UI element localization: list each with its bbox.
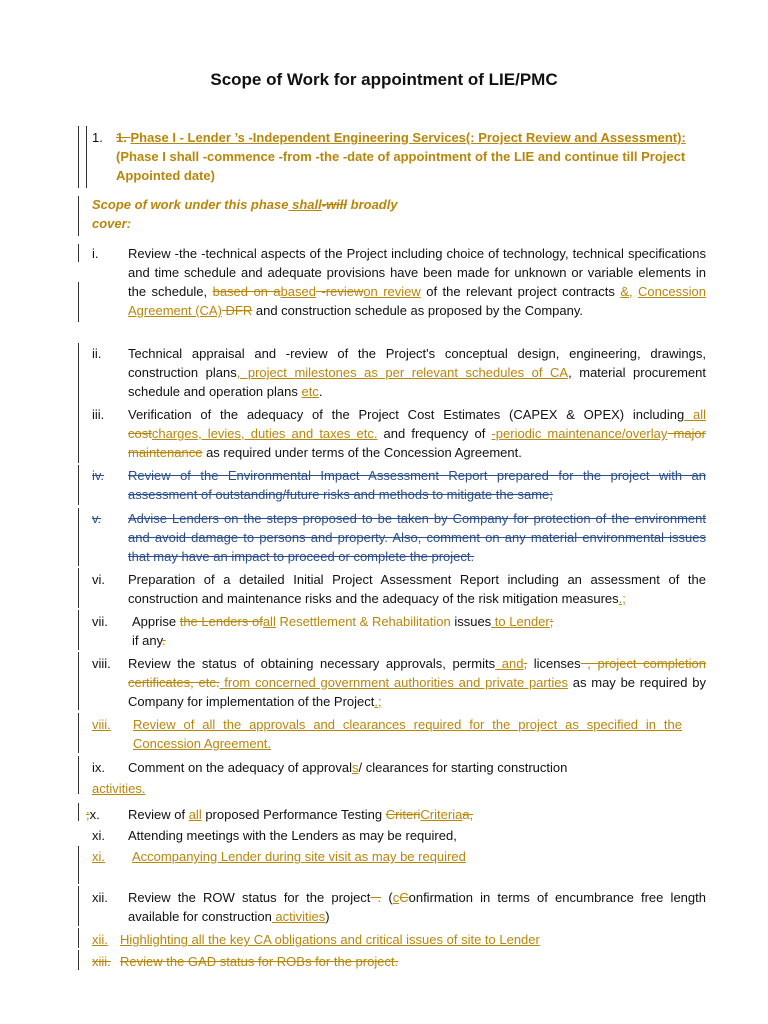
list-item: viii. Review of all the approvals and clearances required for the project as specified in the Concession Agreement. <box>92 717 682 751</box>
change-bar <box>78 610 79 650</box>
list-item: xii. Highlighting all the key CA obligations and critical issues of site to Lender <box>92 932 540 947</box>
document-title: Scope of Work for appointment of LIE/PMC <box>210 70 558 89</box>
change-bar <box>78 846 79 884</box>
change-bar <box>78 244 79 262</box>
change-bar <box>78 886 79 926</box>
list-item: iv. Review of the Environmental Impact Assessment Report prepared for the project with an assessment of outstanding/future risks and methods to mitigate the same; <box>92 468 706 502</box>
change-bar <box>78 343 79 405</box>
change-bar <box>78 928 79 948</box>
change-bar <box>78 403 79 463</box>
phase-heading: 1. 1. Phase I - Lender ’s -Independent Engineering Services(: Project Review and Assessment): (Phase I shall -commence -from -the -date of appointment of the LIE and continue till Project Appointed date) <box>92 130 686 183</box>
list-item: xiii. Review the GAD status for ROBs for the project. <box>92 954 399 969</box>
change-bar <box>78 126 79 188</box>
change-bar <box>78 196 79 236</box>
list-item: ii. Technical appraisal and -review of the Project's conceptual design, engineering, drawings, construction plans, project milestones as per relevant schedules of CA, material procurement schedule and operation plans etc. <box>92 346 706 399</box>
change-bar <box>78 713 79 753</box>
change-bar <box>86 126 87 188</box>
list-item: xi. Accompanying Lender during site visit as may be required <box>92 849 466 864</box>
list-item: ix. Comment on the adequacy of approvals/ clearances for starting construction <box>92 760 568 775</box>
list-item: ;x. Review of all proposed Performance Testing CriteriCriteriaa, <box>86 807 474 822</box>
list-item: xii. Review the ROW status for the project . (cConfirmation in terms of encumbrance free length available for construction activities) <box>92 890 706 924</box>
list-item: viii. Review the status of obtaining necessary approvals, permits and, licenses , project completion certificates, etc. from concerned government authorities and private parties as may be required by Company for implementation of the Project.; <box>92 656 707 709</box>
change-bar <box>78 803 79 821</box>
list-item: xi. Attending meetings with the Lenders as may be required, <box>92 828 457 843</box>
change-bar <box>78 508 79 566</box>
list-item: v. Advise Lenders on the steps proposed to be taken by Company for protection of the environment and avoid damage to persons and property. Also, comment on any material environmental issues that may have an impact to proceed or complete the project. <box>92 511 706 564</box>
change-bar <box>78 950 79 970</box>
change-bar <box>78 282 79 322</box>
list-item-continuation: activities. <box>92 781 146 796</box>
list-item: vii. Apprise the Lenders ofall Resettlement & Rehabilitation issues to Lender; if any. <box>92 614 554 648</box>
change-bar <box>78 568 79 608</box>
list-item: iii. Verification of the adequacy of the Project Cost Estimates (CAPEX & OPEX) including all costcharges, levies, duties and taxes etc. and frequency of -periodic maintenance/overlay major maintenance as required under terms of the Concession Agreement. <box>92 407 706 460</box>
change-bar <box>78 652 79 710</box>
scope-intro: Scope of work under this phase shall-will broadly cover: <box>92 197 398 231</box>
change-bar <box>78 756 79 794</box>
list-item: i. Review -the -technical aspects of the Project including choice of technology, technical specifications and time schedule and adequate provisions have been made for unknown or variable elements in the schedule, based on abased -reviewon review of the relevant project contracts &, Concession Agreement (CA) DFR and construction schedule as proposed by the Company. <box>92 246 706 318</box>
list-item: vi. Preparation of a detailed Initial Project Assessment Report including an assessment of the construction and maintenance risks and the adequacy of the risk mitigation measures.; <box>92 572 706 606</box>
change-bar <box>78 465 79 505</box>
